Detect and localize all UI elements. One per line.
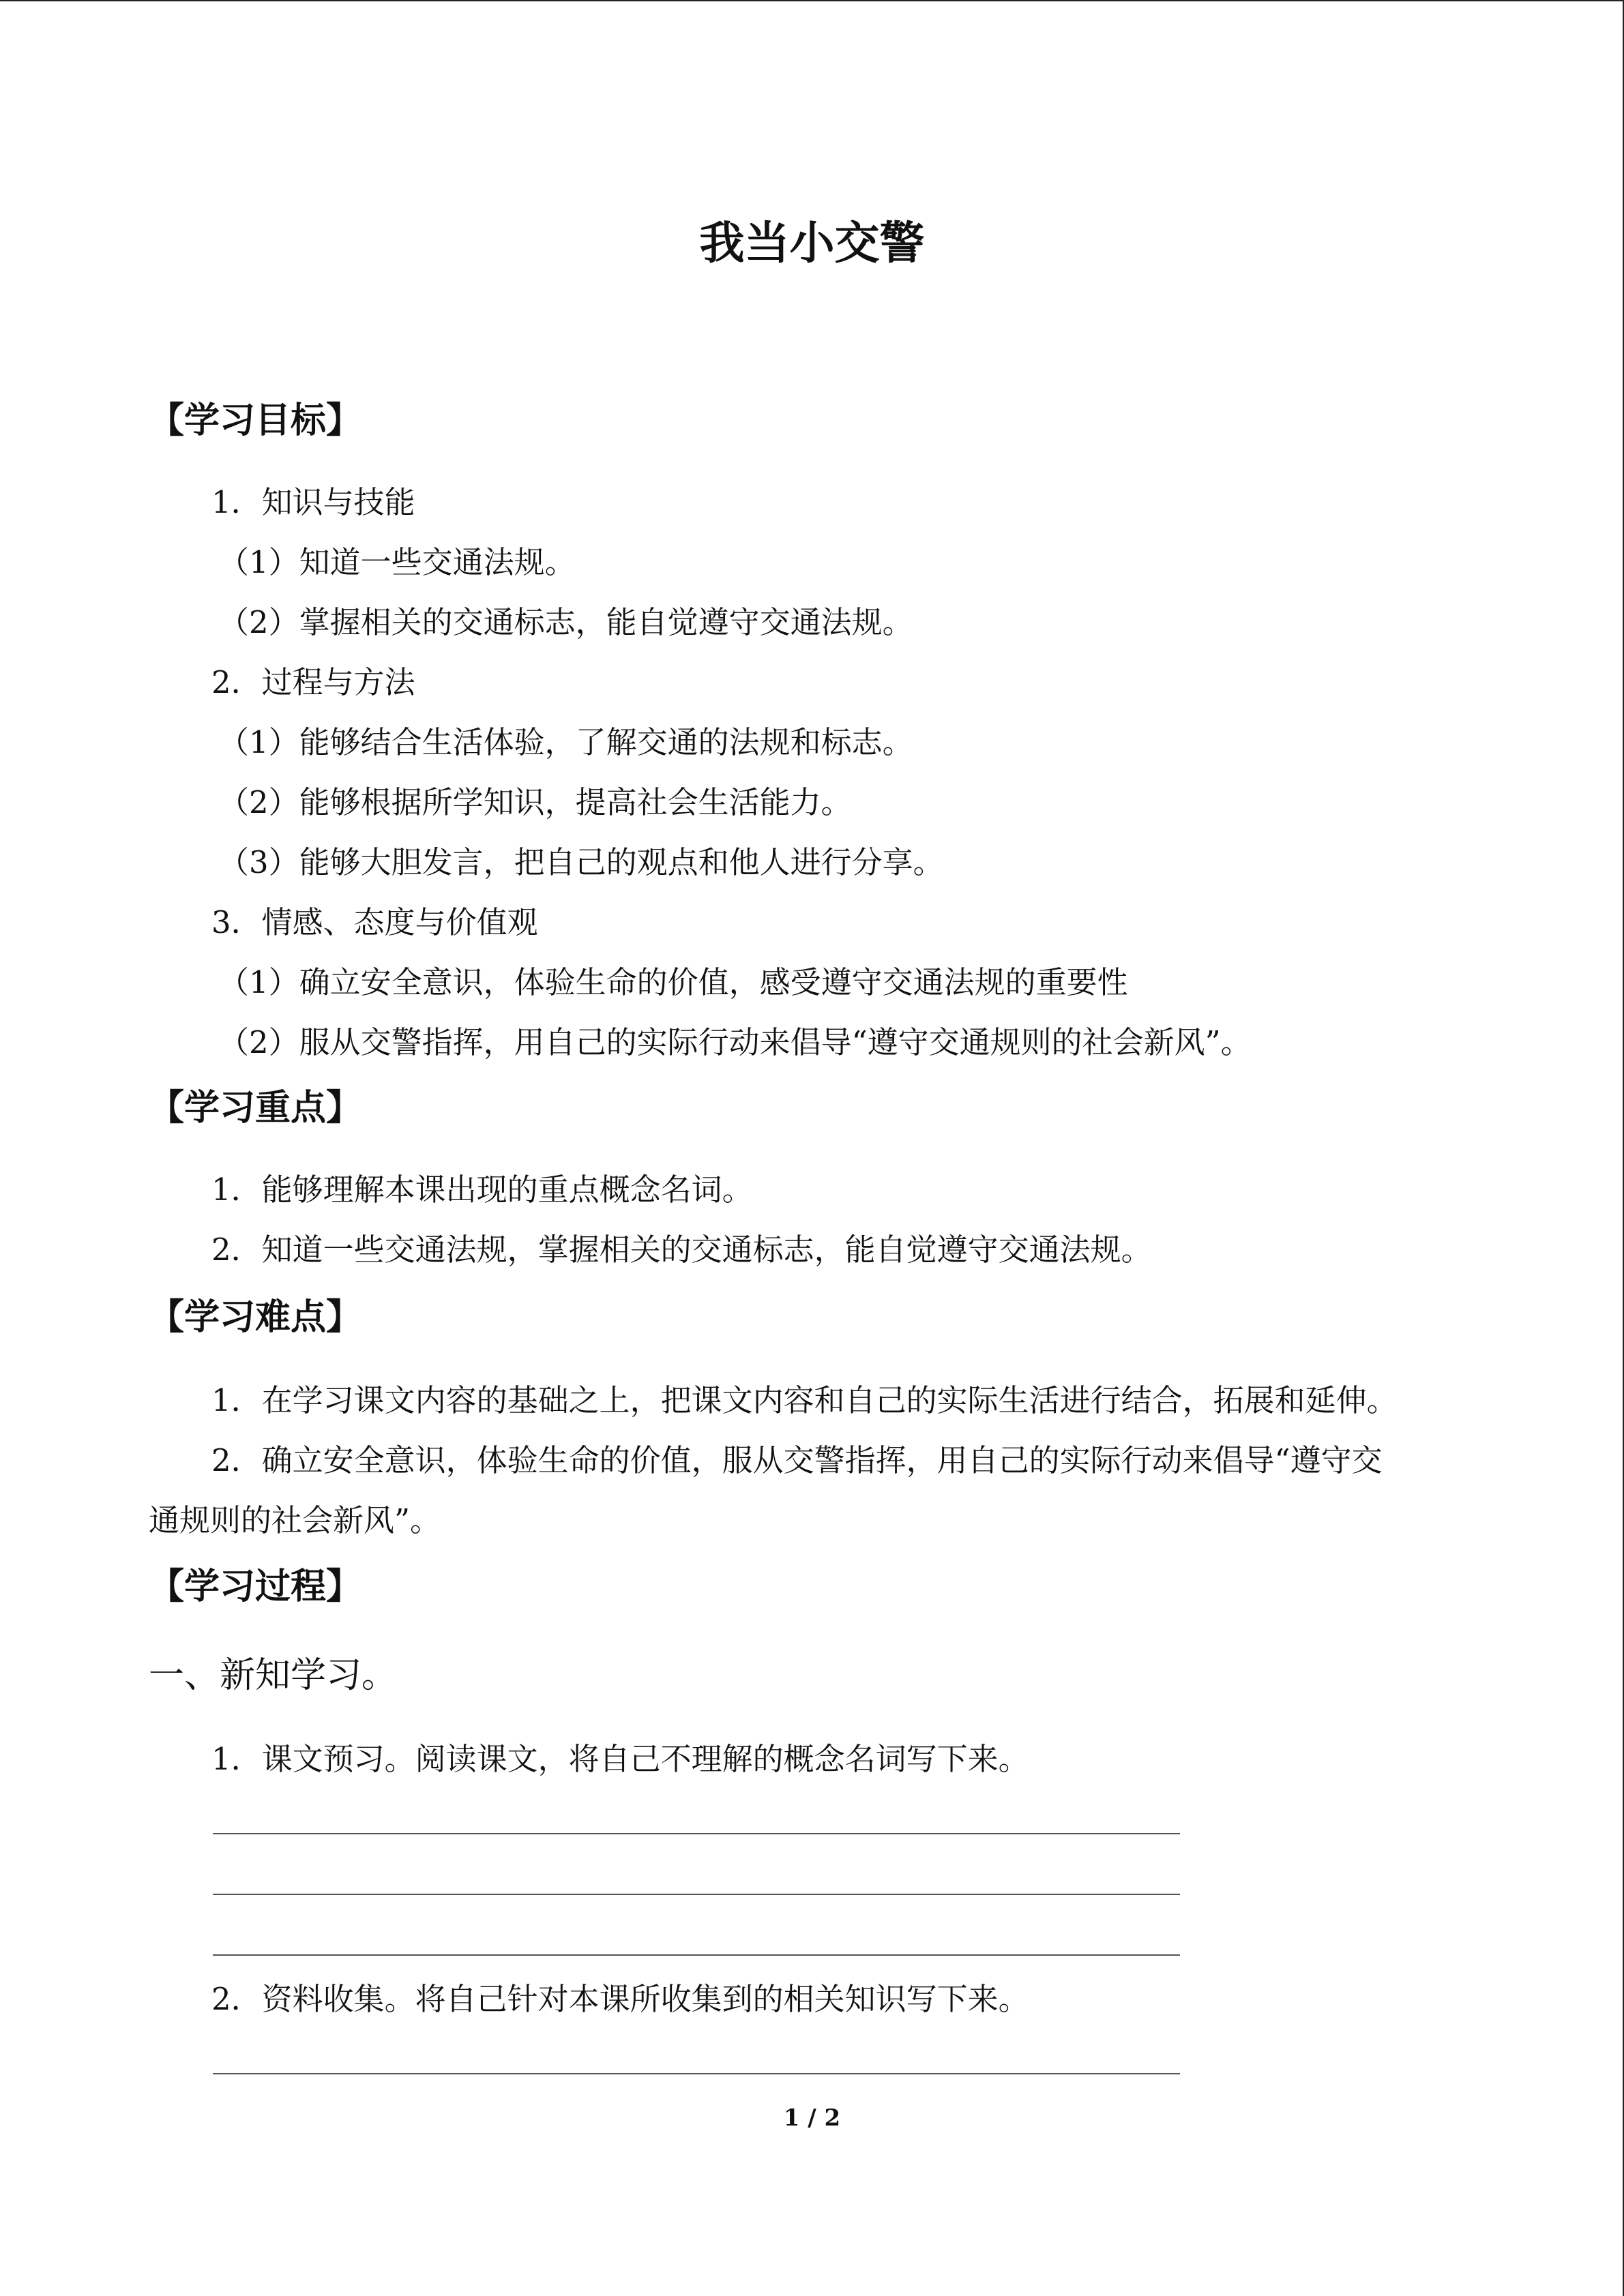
- objective-line: （1）知道一些交通法规。: [218, 544, 576, 580]
- difficulty-line: 通规则的社会新风”。: [149, 1502, 441, 1538]
- objective-line: （2）能够根据所学知识，提高社会生活能力。: [218, 784, 852, 820]
- objective-line: （1）能够结合生活体验，了解交通的法规和标志。: [218, 724, 913, 760]
- section-heading-key-points: 【学习重点】: [149, 1088, 362, 1129]
- objective-line: （2）掌握相关的交通标志，能自觉遵守交通法规。: [218, 604, 913, 640]
- part-heading-new-knowledge: 一、新知学习。: [149, 1655, 398, 1696]
- task-preview: 1．课文预习。阅读课文，将自己不理解的概念名词写下来。: [211, 1741, 1029, 1777]
- objective-line: （2）服从交警指挥，用自己的实际行动来倡导“遵守交通规则的社会新风”。: [218, 1024, 1252, 1060]
- section-heading-process: 【学习过程】: [149, 1566, 362, 1607]
- answer-line[interactable]: [213, 1894, 1180, 1895]
- objective-line: 2．过程与方法: [211, 664, 415, 700]
- answer-line[interactable]: [213, 1833, 1180, 1834]
- page-title: 我当小交警: [699, 217, 925, 269]
- answer-line[interactable]: [213, 1954, 1180, 1956]
- objective-line: （1）确立安全意识，体验生命的价值，感受遵守交通法规的重要性: [218, 964, 1128, 1000]
- objective-line: 3．情感、态度与价值观: [211, 904, 538, 940]
- difficulty-line: 2．确立安全意识，体验生命的价值，服从交警指挥，用自己的实际行动来倡导“遵守交: [211, 1442, 1383, 1478]
- section-heading-objectives: 【学习目标】: [149, 400, 362, 441]
- objective-line: （3）能够大胆发言，把自己的观点和他人进行分享。: [218, 844, 944, 880]
- answer-line[interactable]: [213, 2073, 1180, 2074]
- key-point-line: 2．知道一些交通法规，掌握相关的交通标志，能自觉遵守交通法规。: [211, 1232, 1152, 1268]
- difficulty-line: 1．在学习课文内容的基础之上，把课文内容和自己的实际生活进行结合，拓展和延伸。: [211, 1382, 1398, 1418]
- task-collect: 2．资料收集。将自己针对本课所收集到的相关知识写下来。: [211, 1981, 1029, 2017]
- key-point-line: 1．能够理解本课出现的重点概念名词。: [211, 1172, 753, 1208]
- objective-line: 1．知识与技能: [211, 484, 415, 520]
- page-number: 1 / 2: [783, 2104, 841, 2132]
- section-heading-difficulties: 【学习难点】: [149, 1297, 362, 1338]
